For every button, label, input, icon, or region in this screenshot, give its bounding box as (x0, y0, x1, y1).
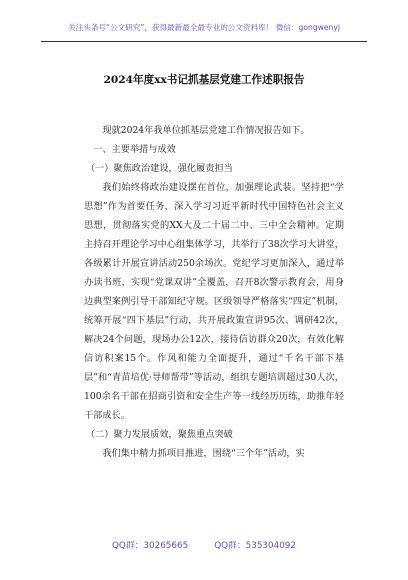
document-body (84, 121, 344, 463)
footer-contacts (0, 538, 408, 551)
subsection-heading: （一）聚焦政治建设，强化履责担当 (85, 163, 233, 174)
body-paragraph: 我们始终将政治建设摆在首位，加强理论武装。坚持把“学思想”作为首要任务，深入学习习近平新时代中国特色社会主义思想，贯彻落实党的XX大及二十届二中、三中全会精神。定期主持召开理论学习中心组集体学习，共举行了38次学习大讲堂，各级累计开展宣讲活动250余场次。党纪学习更加深入，通过举办读书班，实现“党课双讲”全覆盖，召开8次警示教育会，用身边典型案例引导干部知纪守规。区级领导严格落实“四定”机制，统筹开展“四下基层”行动，共开展政策宣讲95次、调研42次，解决24个问题，现场办公12次，接待信访群众20次，有效化解信访积案15个。作风和能力全面提升，通过“千名干部下基层”和“青苗培优·导师帮带”等活动，组织专题培训超过30人次，100余名干部在招商引资和安全生产等一线经历历练，助推年轻干部成长。 (84, 182, 344, 421)
subsection-heading: （二）聚力发展质效，聚焦重点突破 (85, 429, 233, 440)
section-heading: 一、主要举措与成效 (93, 144, 176, 155)
footer-qq-group: QQ群：535304092 (214, 541, 297, 551)
intro-paragraph: 现就2024年我单位抓基层党建工作情况报告如下。 (102, 125, 310, 136)
body-paragraph: 我们集中精力抓项目推进，围绕“三个年”活动，实 (102, 448, 305, 459)
footer-qq-group: QQ群：30265665 (111, 541, 189, 551)
header-divider (41, 41, 367, 42)
document-title: 2024年度xx书记抓基层党建工作述职报告 (103, 74, 305, 86)
header-banner: 关注头条号“公文研究”，获得最新最全最专业的公文资料库！ 微信：gongwenyj (68, 23, 340, 32)
